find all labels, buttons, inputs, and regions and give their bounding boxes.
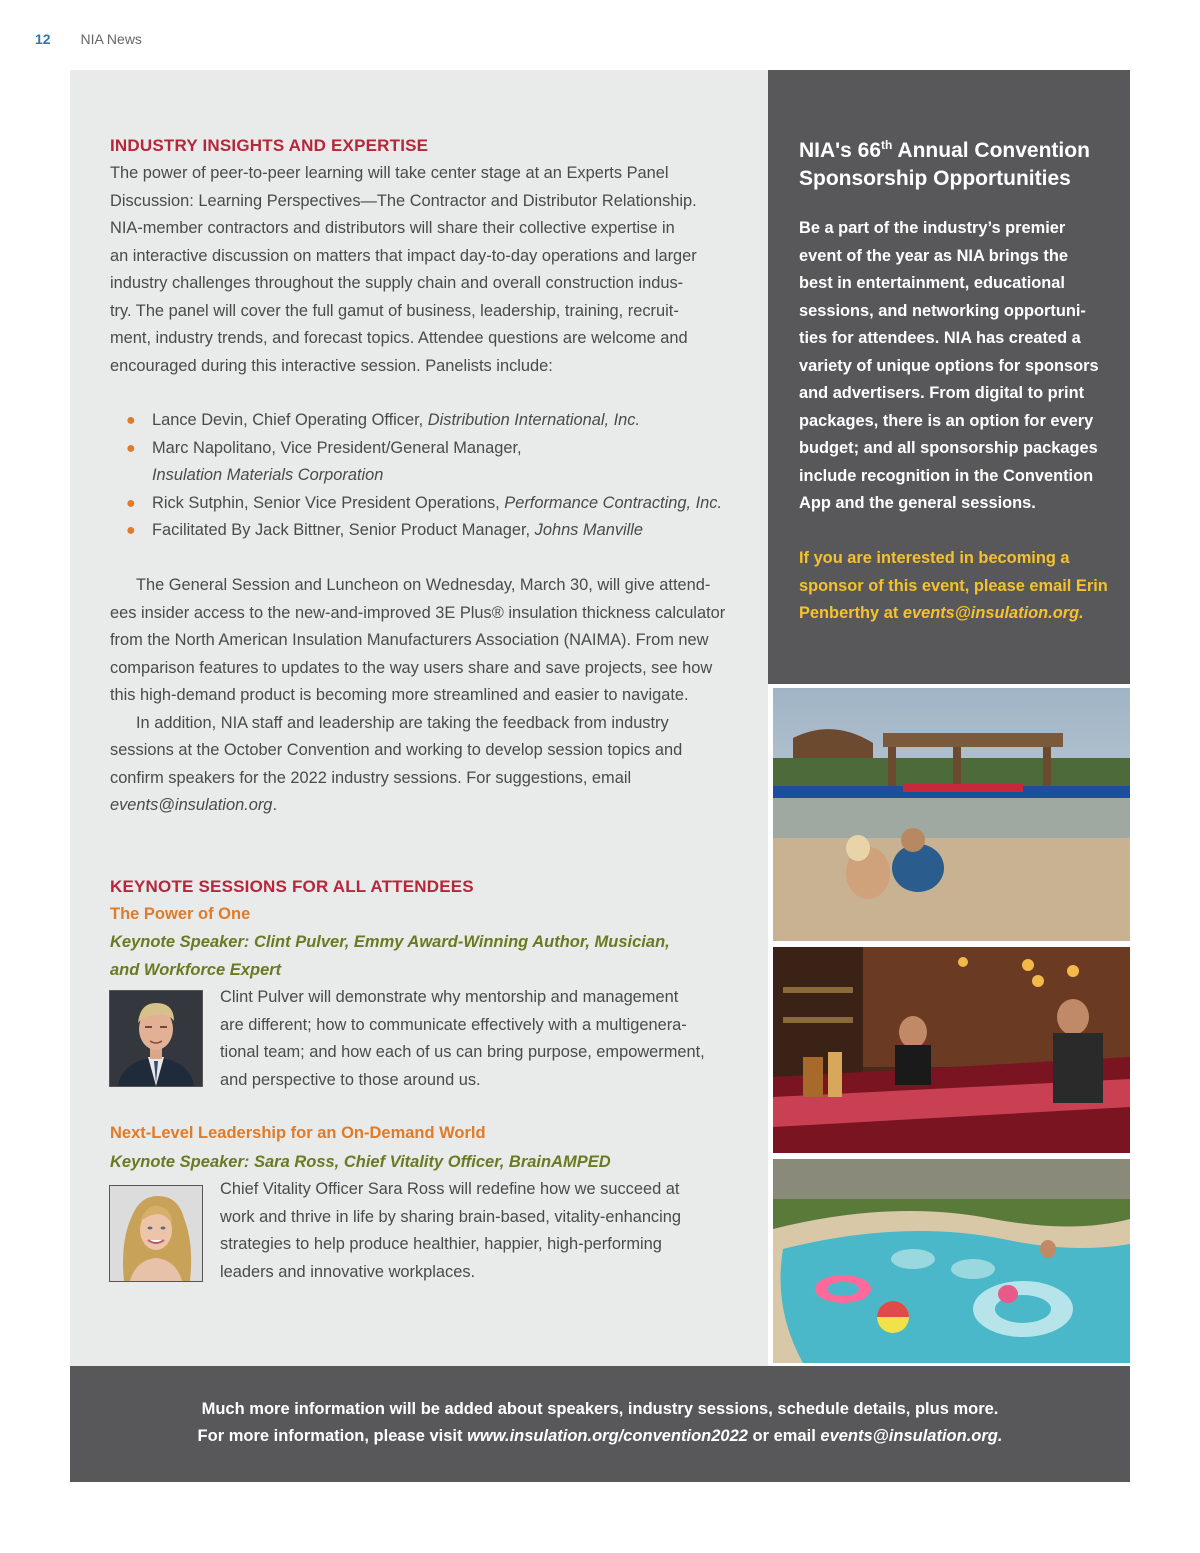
text-line: comparison features to updates to the way users share and save projects, see how	[110, 658, 713, 677]
email-link[interactable]: events@insulation.org.	[820, 1427, 1003, 1445]
publication-name: NIA News	[80, 31, 142, 47]
text-line: try. The panel will cover the full gamut of business, leadership, training, recruit-	[110, 301, 679, 320]
list-item: ● Lance Devin, Chief Operating Officer, Distribution International, Inc.	[110, 407, 750, 435]
text-line: sessions at the October Convention and working to develop session topics and	[110, 741, 683, 759]
text-line: events@insulation.org.	[110, 796, 277, 814]
session-description: Chief Vitality Officer Sara Ross will redefine how we succeed at work and thrive in life by sharing brain-based, vitality-enhancing strategies to help produce healthier, happier, high-performing leaders and innovative workplaces.	[220, 1180, 682, 1281]
page-header	[35, 31, 142, 47]
text-line: The General Session and Luncheon on Wednesday, March 30, will give attend-	[136, 576, 711, 594]
bullet-icon: ●	[126, 522, 136, 539]
text-line: from the North American Insulation Manufacturers Association (NAIMA). From new	[110, 631, 709, 649]
text-line: ment, industry trends, and forecast topics. Attendee questions are welcome and	[110, 329, 688, 347]
list-item: ● Facilitated By Jack Bittner, Senior Product Manager, Johns Manville	[110, 517, 750, 545]
list-item: ● Rick Sutphin, Senior Vice President Operations, Performance Contracting, Inc.	[110, 490, 750, 518]
email-link[interactable]: events@insulation.org	[110, 796, 273, 814]
keynote-speaker: Keynote Speaker: Clint Pulver, Emmy Award-Winning Author, Musician, and Workforce Expert	[110, 933, 670, 979]
panelist-list	[110, 407, 750, 545]
page-number: 12	[35, 31, 51, 47]
text-line: NIA-member contractors and distributors will share their collective expertise in	[110, 219, 675, 237]
speaker-photo-sara-ross	[109, 1185, 203, 1282]
text-line: Discussion: Learning Perspectives—The Contractor and Distributor Relationship.	[110, 191, 697, 210]
keynote-speaker: Keynote Speaker: Sara Ross, Chief Vitality Officer, BrainAMPED	[110, 1153, 611, 1171]
text-line: In addition, NIA staff and leadership are taking the feedback from industry	[136, 713, 669, 732]
session-title: The Power of One	[110, 905, 251, 923]
session-description: Clint Pulver will demonstrate why mentorship and management are different; how to communicate effectively with a multigenera- tional team; and how each of us can bring purpose, empowerment, and perspective to those around us.	[220, 988, 705, 1089]
email-link[interactable]: events@insulation.org.	[902, 604, 1084, 622]
footer-banner	[70, 1366, 1130, 1482]
speaker-photo-clint-pulver	[109, 990, 203, 1087]
text-line: industry challenges throughout the supply chain and overall construction indus-	[110, 274, 684, 292]
text-line: ees insider access to the new-and-improved 3E Plus® insulation thickness calculator	[110, 603, 726, 622]
bullet-icon: ●	[126, 439, 136, 457]
general-session-paragraph	[110, 572, 750, 820]
text-line: an interactive discussion on matters that impact day-to-day operations and larger	[110, 246, 697, 265]
footer-line: For more information, please visit www.insulation.org/convention2022 or email events@insulation.org.	[197, 1427, 1003, 1445]
insights-paragraph	[110, 160, 750, 380]
text-line: this high-demand product is becoming more streamlined and easier to navigate.	[110, 686, 689, 704]
text-line: confirm speakers for the 2022 industry sessions. For suggestions, email	[110, 768, 632, 787]
list-item: ● Marc Napolitano, Vice President/General Manager, Insulation Materials Corporation	[110, 435, 750, 490]
lazy-river-photo	[773, 1159, 1130, 1363]
bullet-icon: ●	[126, 494, 136, 512]
convention-url-link[interactable]: www.insulation.org/convention2022	[467, 1427, 748, 1445]
text-line: encouraged during this interactive session. Panelists include:	[110, 356, 553, 375]
session-title: Next-Level Leadership for an On-Demand World	[110, 1124, 486, 1142]
sidebar-title: NIA's 66th Annual Convention Sponsorship Opportunities	[799, 138, 1090, 190]
keynote-heading: KEYNOTE SESSIONS FOR ALL ATTENDEES	[110, 877, 474, 896]
bullet-icon: ●	[126, 412, 136, 429]
sidebar-body: Be a part of the industry’s premier event of the year as NIA brings the best in entertainment, educational sessions, and networking opportuni- ties for attendees. NIA has created a variety of unique options for sponsors and advertisers. From digital to print packages, there is an option for every budget; and all sponsorship packages include recognition in the Convention App and the general sessions.	[799, 219, 1099, 512]
sidebar-call-to-action: If you are interested in becoming a sponsor of this event, please email Erin Penberthy at events@insulation.org.	[799, 549, 1108, 622]
insights-heading: INDUSTRY INSIGHTS AND EXPERTISE	[110, 136, 429, 155]
text-line: The power of peer-to-peer learning will take center stage at an Experts Panel	[110, 164, 669, 182]
footer-line: Much more information will be added about speakers, industry sessions, schedule details, plus more.	[201, 1400, 999, 1418]
bar-lounge-photo	[773, 947, 1130, 1153]
resort-beach-photo	[773, 688, 1130, 941]
